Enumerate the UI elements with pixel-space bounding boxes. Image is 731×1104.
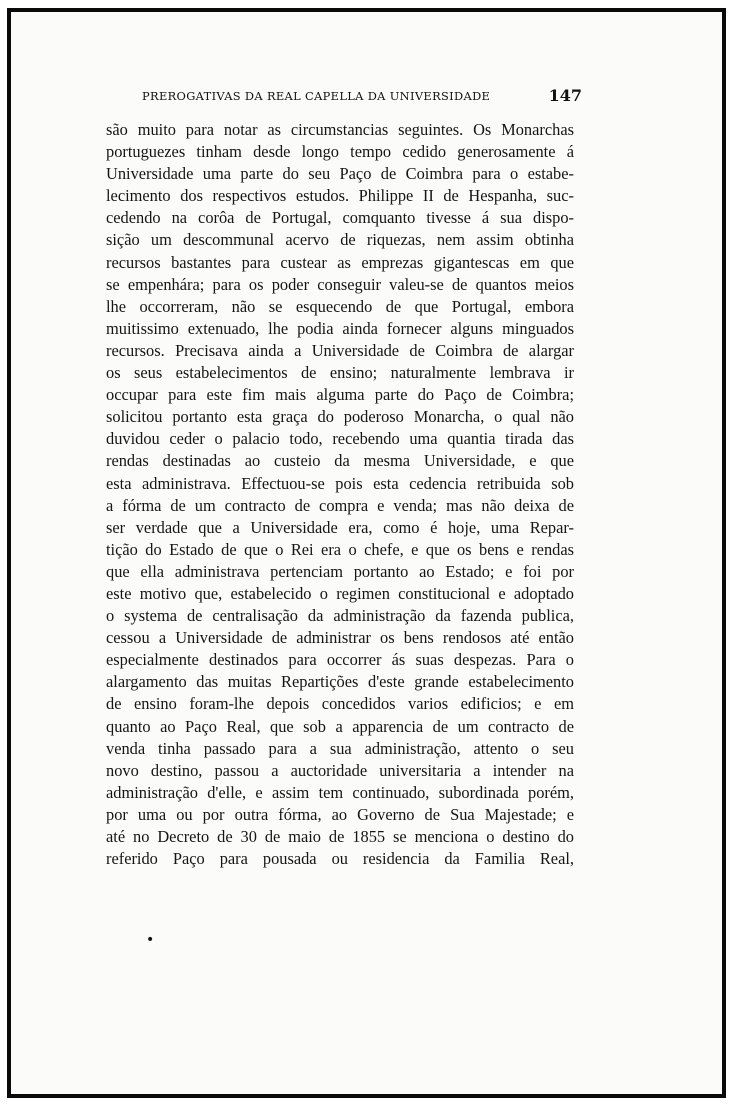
text-line: até no Decreto de 30 de maio de 1855 se menciona o destino do (106, 827, 574, 846)
text-line: tição do Estado de que o Rei era o chefe, e que os bens e rendas (106, 539, 574, 559)
text-line: o systema de centralisação da administração da fazenda publica, (106, 606, 574, 626)
text-line: cessou a Universidade de administrar os bens rendosos até então (106, 628, 574, 648)
text-line: occupar para este fim mais alguma parte do Paço de Coimbra; (106, 385, 574, 405)
text-line: venda tinha passado para a sua administração, attento o seu (106, 738, 574, 758)
text-line: esta administrava. Effectuou-se pois esta cedencia retribuida sob (106, 473, 574, 493)
text-line: que ella administrava pertenciam portanto ao Estado; e foi por (106, 561, 574, 581)
text-line: se empenhára; para os poder conseguir valeu-se de quantos meios (106, 274, 574, 294)
running-title: PREROGATIVAS DA REAL CAPELLA DA UNIVERSIDADE (142, 89, 491, 103)
text-line: ser verdade que a Universidade era, como é hoje, uma Repar- (106, 517, 574, 537)
text-line: recursos bastantes para custear as emprezas gigantescas em que (106, 252, 574, 272)
text-line: duvidou ceder o palacio todo, recebendo uma quantia tirada das (106, 429, 574, 449)
text-line: referido Paço para pousada ou residencia da Familia Real, (106, 849, 574, 869)
text-line: quanto ao Paço Real, que sob a apparencia de um contracto de (106, 716, 574, 736)
text-line: lhe occorreram, não se esquecendo de que Portugal, embora (106, 296, 574, 316)
page-header (142, 86, 582, 108)
text-line: cedendo na corôa de Portugal, comquanto tivesse á sua dispo- (106, 208, 574, 228)
text-line: administração d'elle, e assim tem continuado, subordinada porém, (106, 782, 574, 802)
footnote-mark: • (146, 932, 155, 948)
text-line: a fórma de um contracto de compra e venda; mas não deixa de (106, 495, 574, 515)
text-line: muitissimo extenuado, lhe podia ainda fornecer alguns minguados (106, 318, 574, 338)
text-line: novo destino, passou a auctoridade universitaria a intender na (106, 760, 574, 780)
text-line: sição um descommunal acervo de riquezas, nem assim obtinha (106, 230, 574, 250)
body-text (106, 119, 574, 870)
text-line: Universidade uma parte do seu Paço de Coimbra para o estabe- (106, 164, 574, 184)
text-line: de ensino foram-lhe depois concedidos varios edificios; e em (106, 694, 574, 714)
text-line: os seus estabelecimentos de ensino; naturalmente lembrava ir (106, 363, 574, 383)
text-line: especialmente destinados para occorrer ás suas despezas. Para o (106, 650, 574, 670)
text-line: portuguezes tinham desde longo tempo cedido generosamente á (106, 142, 574, 162)
text-line: solicitou portanto esta graça do poderoso Monarcha, o qual não (106, 407, 574, 427)
text-line: alargamento das muitas Repartições d'este grande estabelecimento (106, 672, 574, 692)
text-line: são muito para notar as circumstancias seguintes. Os Monarchas (106, 120, 574, 139)
text-line: recursos. Precisava ainda a Universidade de Coimbra de alargar (106, 340, 574, 360)
text-line: lecimento dos respectivos estudos. Philippe II de Hespanha, suc- (106, 186, 574, 206)
text-line: este motivo que, estabelecido o regimen constitucional e adoptado (106, 583, 574, 603)
page-number: 147 (548, 86, 582, 105)
text-line: por uma ou por outra fórma, ao Governo de Sua Majestade; e (106, 804, 574, 824)
text-line: rendas destinadas ao custeio da mesma Universidade, e que (106, 451, 574, 471)
